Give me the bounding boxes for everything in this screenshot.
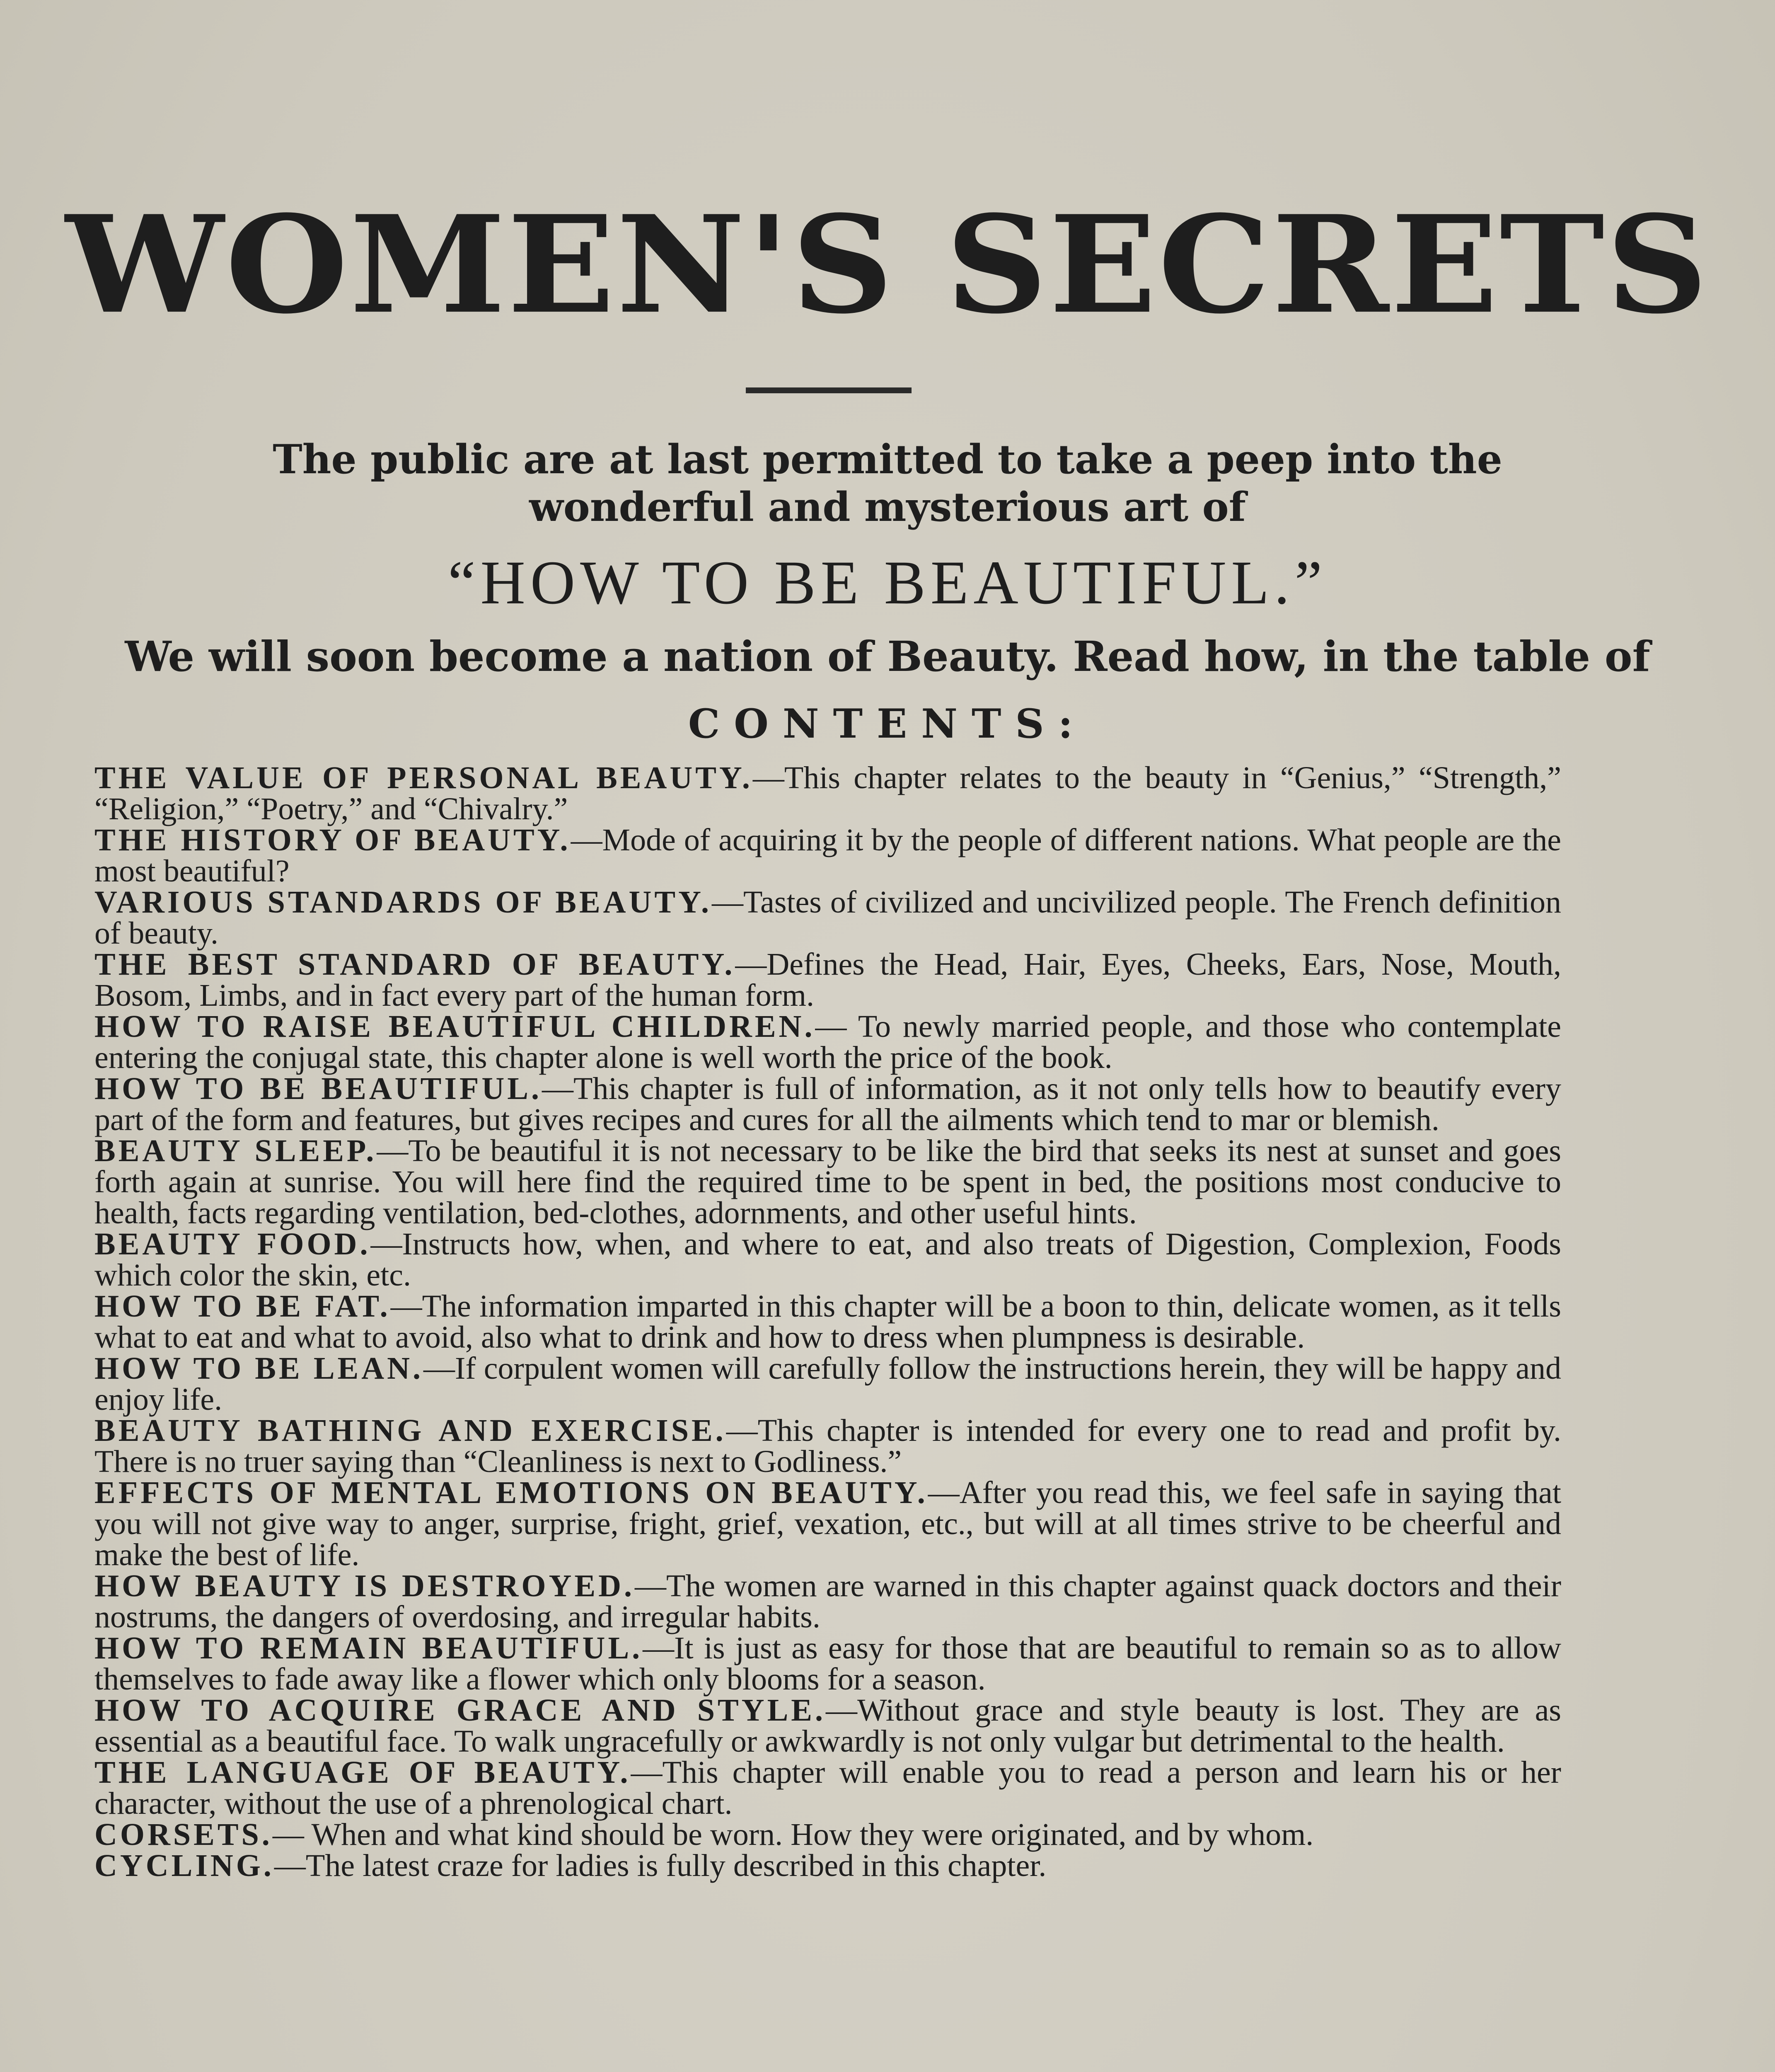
contents-entry [94,1291,1561,1353]
chapter-description: —After you read this, we feel safe in saying that you will not give way to anger, surprise, fright, grief, vexation, etc., but will at all times strive to be cheerful and make the best of life. [94,1475,1561,1572]
contents-entry [94,1633,1561,1695]
contents-entry [94,1571,1561,1633]
intro-line-1: The public are at last permitted to take a peep into the [273,436,1502,483]
chapter-title: HOW TO BE FAT. [94,1289,391,1324]
chapter-title: BEAUTY SLEEP. [94,1133,377,1168]
chapter-description: —To be beautiful it is not necessary to be like the bird that seeks its nest at sunset and goes forth again at sunrise. You will here find the required time to be spent in bed, the positions most conducive to health, facts regarding ventilation, bed-clothes, adornments, and other useful hints. [94,1133,1561,1230]
chapter-description: —This chapter will enable you to read a person and learn his or her character, without the use of a phrenological chart. [94,1755,1561,1821]
chapter-title: BEAUTY BATHING AND EXERCISE. [94,1413,726,1448]
chapter-description: —This chapter is full of information, as it not only tells how to beautify every part of the form and features, but gives recipes and cures for all the ailments which tend to mar or blemish. [94,1071,1561,1137]
contents-entry [94,1850,1561,1881]
nation-of-beauty-line: We will soon become a nation of Beauty. Read how, in the table of [125,632,1650,681]
chapter-description: —Tastes of civilized and uncivilized people. The French definition of beauty. [94,885,1561,951]
chapter-title: HOW TO REMAIN BEAUTIFUL. [94,1631,643,1665]
chapter-title: VARIOUS STANDARDS OF BEAUTY. [94,885,712,920]
chapter-description: —Without grace and style beauty is lost. They are as essential as a beautiful face. To walk ungracefully or awkwardly is not only vulgar but detrimental to the health. [94,1693,1561,1759]
chapter-description: —This chapter relates to the beauty in “Genius,” “Strength,” “Religion,” “Poetry,” and “Chivalry.” [94,760,1561,826]
contents-list [94,762,1561,1881]
chapter-title: THE LANGUAGE OF BEAUTY. [94,1755,631,1790]
chapter-title: HOW TO BE BEAUTIFUL. [94,1071,542,1106]
chapter-description: —If corpulent women will carefully follow the instructions herein, they will be happy and enjoy life. [94,1351,1562,1417]
chapter-title: THE VALUE OF PERSONAL BEAUTY. [94,760,753,795]
chapter-description: —The information imparted in this chapter will be a boon to thin, delicate women, as it tells what to eat and what to avoid, also what to drink and how to dress when plumpness is desirable. [94,1289,1561,1355]
chapter-title: THE HISTORY OF BEAUTY. [94,823,571,857]
contents-entry [94,1415,1561,1477]
chapter-title: HOW TO BE LEAN. [94,1351,423,1386]
chapter-description: —This chapter is intended for every one to read and profit by. There is no truer saying than “Cleanliness is next to Godliness.” [94,1413,1562,1479]
contents-entry [94,825,1561,887]
page-title: WOMEN'S SECRETS [65,186,1710,344]
chapter-description: —It is just as easy for those that are beautiful to remain so as to allow themselves to fade away like a flower which only blooms for a season. [94,1631,1561,1697]
chapter-description: —The latest craze for ladies is fully described in this chapter. [274,1848,1047,1883]
contents-entry [94,762,1561,825]
contents-entry [94,1695,1561,1757]
chapter-description: — To newly married people, and those who contemplate entering the conjugal state, this chapter alone is well worth the price of the book. [94,1009,1561,1075]
intro-line-2: wonderful and mysterious art of [529,484,1246,530]
contents-entry [94,1135,1561,1229]
chapter-description: —Mode of acquiring it by the people of different nations. What people are the most beautiful? [94,823,1561,888]
contents-entry [94,1011,1561,1073]
chapter-title: HOW TO ACQUIRE GRACE AND STYLE. [94,1693,826,1728]
chapter-description: — When and what kind should be worn. How they were originated, and by whom. [272,1817,1314,1852]
contents-entry [94,1819,1561,1850]
chapter-title: HOW BEAUTY IS DESTROYED. [94,1569,635,1603]
contents-heading: CONTENTS: [688,700,1087,747]
how-to-be-beautiful-heading: “HOW TO BE BEAUTIFUL.” [447,548,1328,617]
contents-entry [94,1229,1561,1291]
contents-entry [94,1073,1561,1135]
contents-entry [94,1353,1561,1415]
contents-entry [94,949,1561,1011]
chapter-title: EFFECTS OF MENTAL EMOTIONS ON BEAUTY. [94,1475,928,1510]
chapter-title: THE BEST STANDARD OF BEAUTY. [94,947,735,982]
contents-entry [94,1757,1561,1819]
chapter-title: BEAUTY FOOD. [94,1227,371,1261]
chapter-title: HOW TO RAISE BEAUTIFUL CHILDREN. [94,1009,815,1044]
chapter-title: CORSETS. [94,1817,273,1852]
contents-entry [94,887,1561,949]
chapter-description: —Instructs how, when, and where to eat, and also treats of Digestion, Complexion, Foods which color the skin, etc. [94,1227,1561,1293]
chapter-description: —Defines the Head, Hair, Eyes, Cheeks, Ears, Nose, Mouth, Bosom, Limbs, and in fact every part of the human form. [94,947,1561,1013]
chapter-description: —The women are warned in this chapter against quack doctors and their nostrums, the dangers of overdosing, and irregular habits. [94,1569,1561,1634]
contents-entry [94,1477,1561,1571]
chapter-title: CYCLING. [94,1848,274,1883]
title-rule [746,387,912,393]
